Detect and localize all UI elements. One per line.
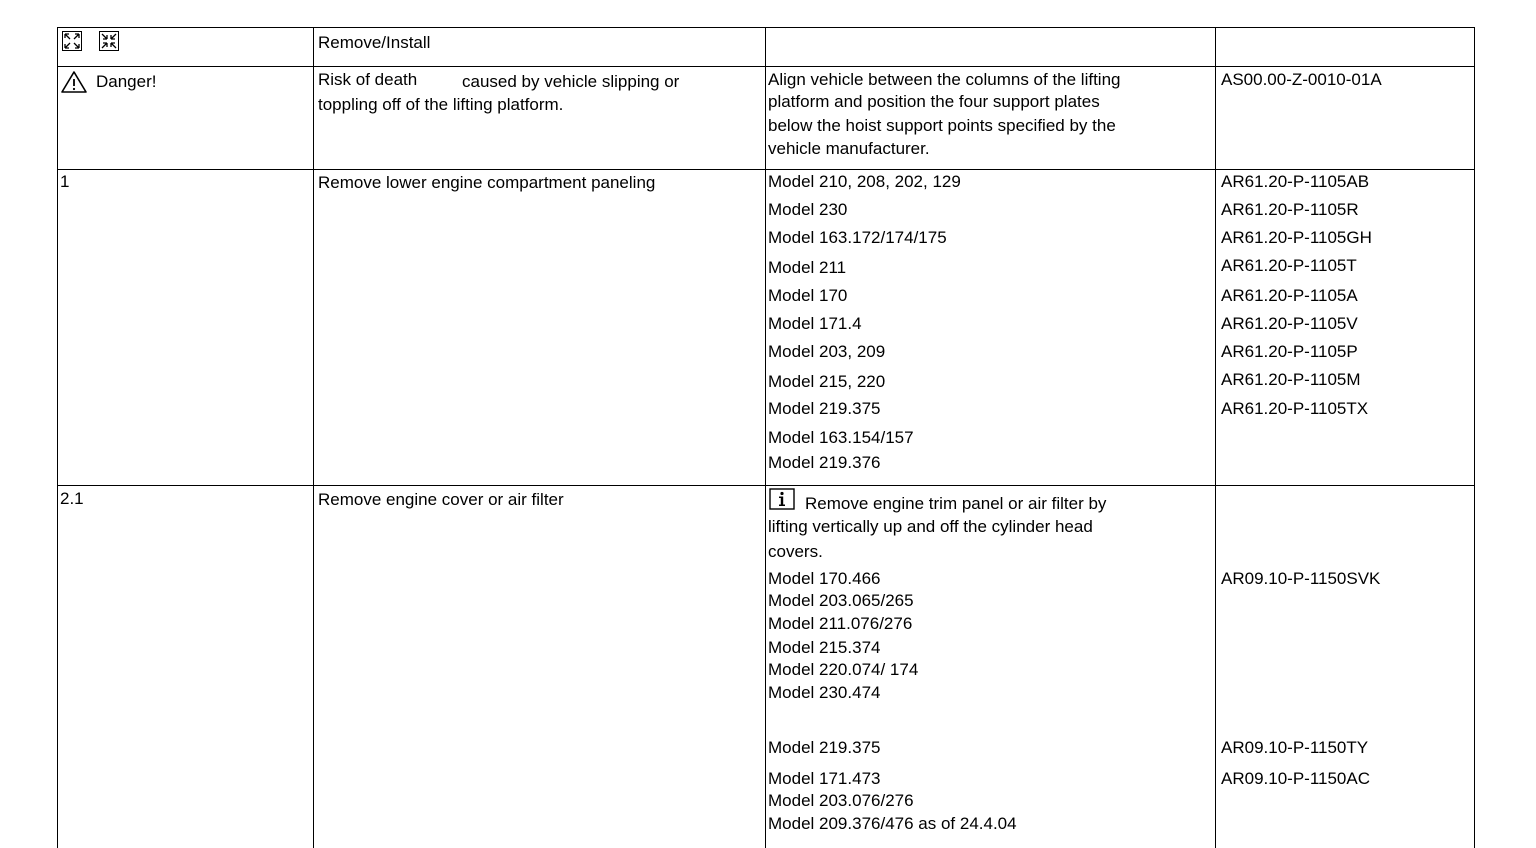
step1-model: Model 163.172/174/175	[768, 228, 947, 247]
step1-title: Remove lower engine compartment paneling	[318, 173, 656, 192]
col-divider-4	[1474, 27, 1475, 848]
info-text-1: Remove engine trim panel or air filter by	[805, 494, 1107, 513]
step1-ref[interactable]: AR61.20-P-1105AB	[1221, 172, 1370, 191]
risk-text-1b: caused by vehicle slipping or	[462, 72, 680, 91]
step1-model: Model 171.4	[768, 314, 862, 333]
step2-model: Model 209.376/476 as of 24.4.04	[768, 814, 1017, 833]
step1-number: 1	[60, 172, 70, 191]
step1-model: Model 170	[768, 286, 848, 305]
info-icon	[769, 488, 795, 515]
step1-ref[interactable]: AR61.20-P-1105GH	[1221, 228, 1372, 247]
step2-model: Model 211.076/276	[768, 614, 913, 633]
step1-ref[interactable]: AR61.20-P-1105R	[1221, 200, 1359, 219]
risk-text-1a: Risk of death	[318, 70, 418, 89]
step2-model: Model 203.065/265	[768, 591, 914, 610]
step1-model: Model 215, 220	[768, 372, 886, 391]
step1-model: Model 210, 208, 202, 129	[768, 172, 961, 191]
step1-ref[interactable]: AR61.20-P-1105T	[1221, 256, 1357, 275]
step2-model: Model 220.074/ 174	[768, 660, 919, 679]
risk-text-2: toppling off of the lifting platform.	[318, 95, 564, 114]
step1-model: Model 230	[768, 200, 848, 219]
row-divider-3	[57, 485, 1475, 486]
info-text-3: covers.	[768, 542, 823, 561]
step1-model: Model 163.154/157	[768, 428, 914, 447]
step2-model: Model 219.375	[768, 738, 881, 757]
col-divider-2	[765, 27, 766, 848]
align-text-2: platform and position the four support plates	[768, 92, 1100, 111]
align-text-1: Align vehicle between the columns of the lifting	[768, 70, 1121, 89]
danger-ref[interactable]: AS00.00-Z-0010-01A	[1221, 70, 1382, 89]
warning-triangle-icon	[60, 70, 88, 99]
step2-model: Model 170.466	[768, 569, 881, 588]
step1-model: Model 211	[768, 258, 847, 277]
col-divider-0	[57, 27, 58, 848]
step1-model: Model 219.376	[768, 453, 881, 472]
danger-label: Danger!	[96, 72, 157, 91]
step1-model: Model 219.375	[768, 399, 881, 418]
step1-ref[interactable]: AR61.20-P-1105V	[1221, 314, 1358, 333]
step2-model: Model 203.076/276	[768, 791, 914, 810]
table-top-border	[57, 27, 1475, 28]
col-divider-3	[1215, 27, 1216, 848]
header-remove-install: Remove/Install	[318, 33, 431, 52]
step2-title: Remove engine cover or air filter	[318, 490, 564, 509]
step1-ref[interactable]: AR61.20-P-1105P	[1221, 342, 1358, 361]
step2-ref[interactable]: AR09.10-P-1150SVK	[1221, 569, 1381, 588]
step2-model: Model 230.474	[768, 683, 881, 702]
step2-model: Model 215.374	[768, 638, 881, 657]
step2-ref[interactable]: AR09.10-P-1150AC	[1221, 769, 1370, 788]
collapse-arrows-icon[interactable]	[99, 31, 119, 51]
step1-ref[interactable]: AR61.20-P-1105A	[1221, 286, 1358, 305]
align-text-4: vehicle manufacturer.	[768, 139, 930, 158]
row-divider-1	[57, 66, 1475, 67]
align-text-3: below the hoist support points specified by the	[768, 116, 1116, 135]
step1-model: Model 203, 209	[768, 342, 886, 361]
expand-arrows-icon[interactable]	[62, 31, 82, 51]
step1-ref[interactable]: AR61.20-P-1105M	[1221, 370, 1361, 389]
row-divider-2	[57, 169, 1475, 170]
step2-number: 2.1	[60, 489, 84, 508]
col-divider-1	[313, 27, 314, 848]
info-text-2: lifting vertically up and off the cylinder head	[768, 517, 1093, 536]
step1-ref[interactable]: AR61.20-P-1105TX	[1221, 399, 1369, 418]
step2-ref[interactable]: AR09.10-P-1150TY	[1221, 738, 1369, 757]
step2-model: Model 171.473	[768, 769, 881, 788]
